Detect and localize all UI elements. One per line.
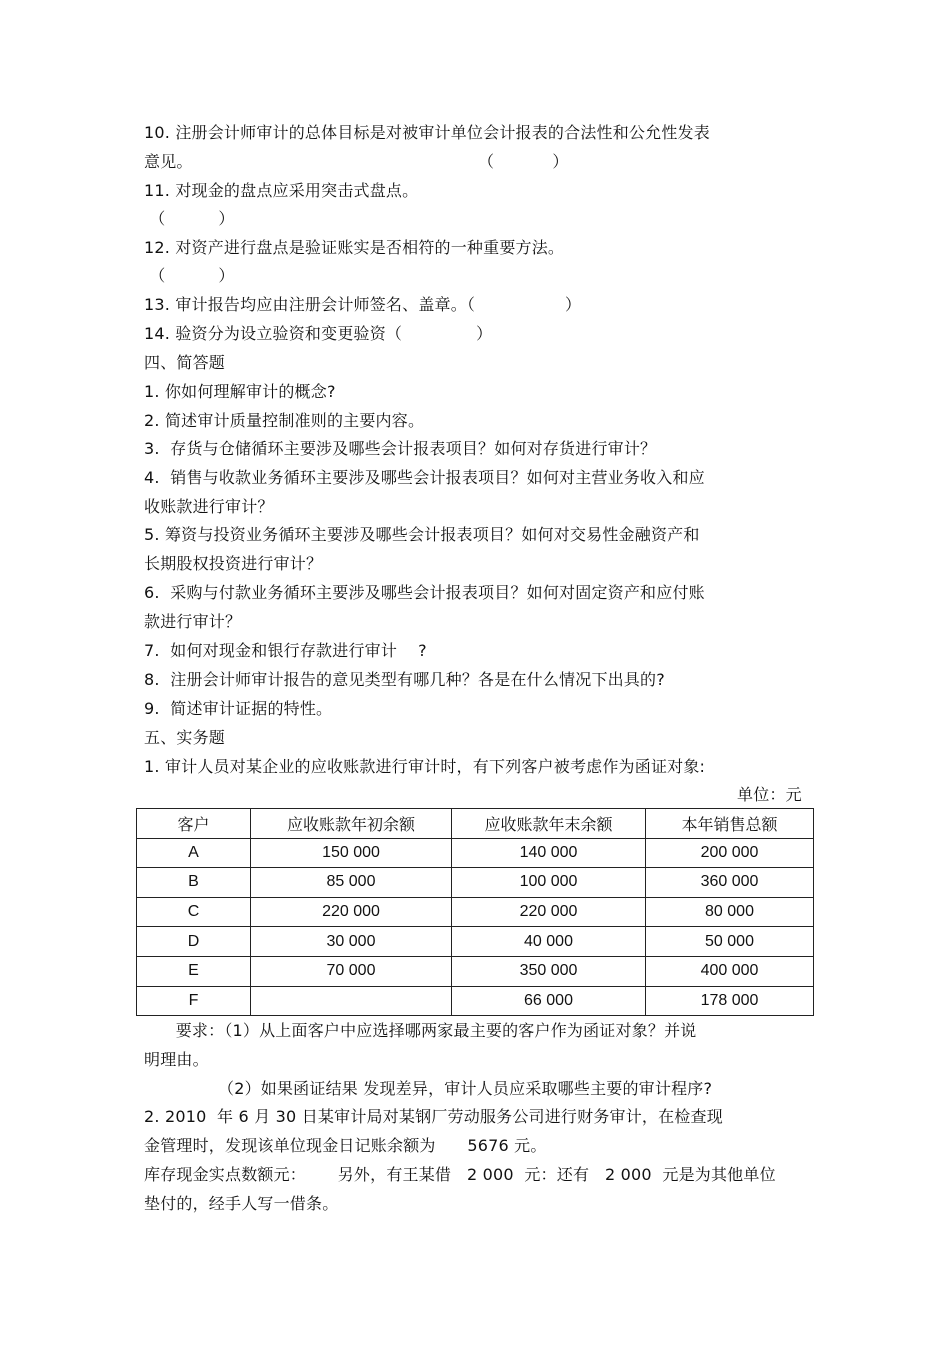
short-answer-6-line-2: 款进行审计？ bbox=[144, 612, 242, 631]
cell-closing: 350 000 bbox=[452, 956, 646, 986]
cell-customer: B bbox=[137, 868, 251, 898]
question-10-line-1: 10. 注册会计师审计的总体目标是对被审计单位会计报表的合法性和公允性发表 bbox=[144, 123, 710, 142]
cell-opening: 150 000 bbox=[251, 838, 452, 868]
short-answer-5-line-2: 长期股权投资进行审计？ bbox=[144, 554, 323, 573]
question-11: 11. 对现金的盘点应采用突击式盘点。 bbox=[144, 181, 419, 200]
unit-label: 单位：元 bbox=[737, 785, 802, 804]
header-customer: 客户 bbox=[137, 809, 251, 839]
cell-sales: 400 000 bbox=[646, 956, 814, 986]
cell-opening: 220 000 bbox=[251, 897, 452, 927]
short-answer-1: 1. 你如何理解审计的概念? bbox=[144, 382, 336, 401]
cell-sales: 50 000 bbox=[646, 927, 814, 957]
short-answer-6-line-1: 6. 采购与付款业务循环主要涉及哪些会计报表项目？如何对固定资产和应付账 bbox=[144, 583, 705, 602]
cell-sales: 178 000 bbox=[646, 986, 814, 1016]
cell-closing: 220 000 bbox=[452, 897, 646, 927]
table-row bbox=[137, 927, 814, 957]
receivables-table bbox=[136, 808, 814, 1016]
question-14: 14. 验资分为设立验资和变更验资（ ） bbox=[144, 324, 493, 343]
table-row bbox=[137, 956, 814, 986]
header-annual-sales: 本年销售总额 bbox=[646, 809, 814, 839]
table-row bbox=[137, 897, 814, 927]
cell-customer: E bbox=[137, 956, 251, 986]
table-row bbox=[137, 986, 814, 1016]
section-5-heading: 五、实务题 bbox=[144, 728, 226, 747]
short-answer-5-line-1: 5. 筹资与投资业务循环主要涉及哪些会计报表项目？如何对交易性金融资产和 bbox=[144, 525, 700, 544]
requirement-1-line-1: 要求：（1）从上面客户中应选择哪两家最主要的客户作为函证对象？并说 bbox=[144, 1021, 697, 1040]
cell-closing: 140 000 bbox=[452, 838, 646, 868]
cell-closing: 66 000 bbox=[452, 986, 646, 1016]
question-12: 12. 对资产进行盘点是验证账实是否相符的一种重要方法。 bbox=[144, 238, 565, 257]
cell-customer: F bbox=[137, 986, 251, 1016]
cell-sales: 200 000 bbox=[646, 838, 814, 868]
table-header-row bbox=[137, 809, 814, 839]
cell-closing: 100 000 bbox=[452, 868, 646, 898]
requirement-2: （2）如果函证结果 发现差异，审计人员应采取哪些主要的审计程序? bbox=[144, 1079, 713, 1098]
requirement-1-line-2: 明理由。 bbox=[144, 1050, 209, 1069]
cell-opening bbox=[251, 986, 452, 1016]
cell-opening: 70 000 bbox=[251, 956, 452, 986]
table-row bbox=[137, 868, 814, 898]
cell-customer: C bbox=[137, 897, 251, 927]
short-answer-4-line-2: 收账款进行审计？ bbox=[144, 497, 274, 516]
practice-2-line-2: 金管理时，发现该单位现金日记账余额为 5676 元。 bbox=[144, 1136, 547, 1155]
header-opening-balance: 应收账款年初余额 bbox=[251, 809, 452, 839]
cell-opening: 85 000 bbox=[251, 868, 452, 898]
cell-closing: 40 000 bbox=[452, 927, 646, 957]
short-answer-8: 8. 注册会计师审计报告的意见类型有哪几种？各是在什么情况下出具的? bbox=[144, 670, 665, 689]
short-answer-3: 3. 存货与仓储循环主要涉及哪些会计报表项目？如何对存货进行审计？ bbox=[144, 439, 657, 458]
cell-opening: 30 000 bbox=[251, 927, 452, 957]
question-13: 13. 审计报告均应由注册会计师签名、盖章。（ ） bbox=[144, 295, 582, 314]
table-row bbox=[137, 838, 814, 868]
question-12-blank: （ ） bbox=[144, 266, 235, 285]
practice-1-intro: 1. 审计人员对某企业的应收账款进行审计时，有下列客户被考虑作为函证对象: bbox=[144, 757, 706, 776]
short-answer-9: 9. 简述审计证据的特性。 bbox=[144, 699, 333, 718]
cell-sales: 360 000 bbox=[646, 868, 814, 898]
short-answer-2: 2. 简述审计质量控制准则的主要内容。 bbox=[144, 411, 425, 430]
short-answer-7: 7. 如何对现金和银行存款进行审计 ? bbox=[144, 641, 427, 660]
practice-2-line-3: 库存现金实点数额元： 另外，有王某借 2 000 元：还有 2 000 元是为其他单位 bbox=[144, 1165, 776, 1184]
section-4-heading: 四、简答题 bbox=[144, 353, 226, 372]
cell-customer: D bbox=[137, 927, 251, 957]
cell-customer: A bbox=[137, 838, 251, 868]
practice-2-line-4: 垫付的，经手人写一借条。 bbox=[144, 1194, 339, 1213]
cell-sales: 80 000 bbox=[646, 897, 814, 927]
short-answer-4-line-1: 4. 销售与收款业务循环主要涉及哪些会计报表项目？如何对主营业务收入和应 bbox=[144, 468, 705, 487]
question-11-blank: （ ） bbox=[144, 209, 235, 228]
question-10-line-2: 意见。 （ ） bbox=[144, 152, 569, 171]
practice-2-line-1: 2. 2010 年 6 月 30 日某审计局对某钢厂劳动服务公司进行财务审计，在检查现 bbox=[144, 1107, 723, 1126]
header-closing-balance: 应收账款年末余额 bbox=[452, 809, 646, 839]
